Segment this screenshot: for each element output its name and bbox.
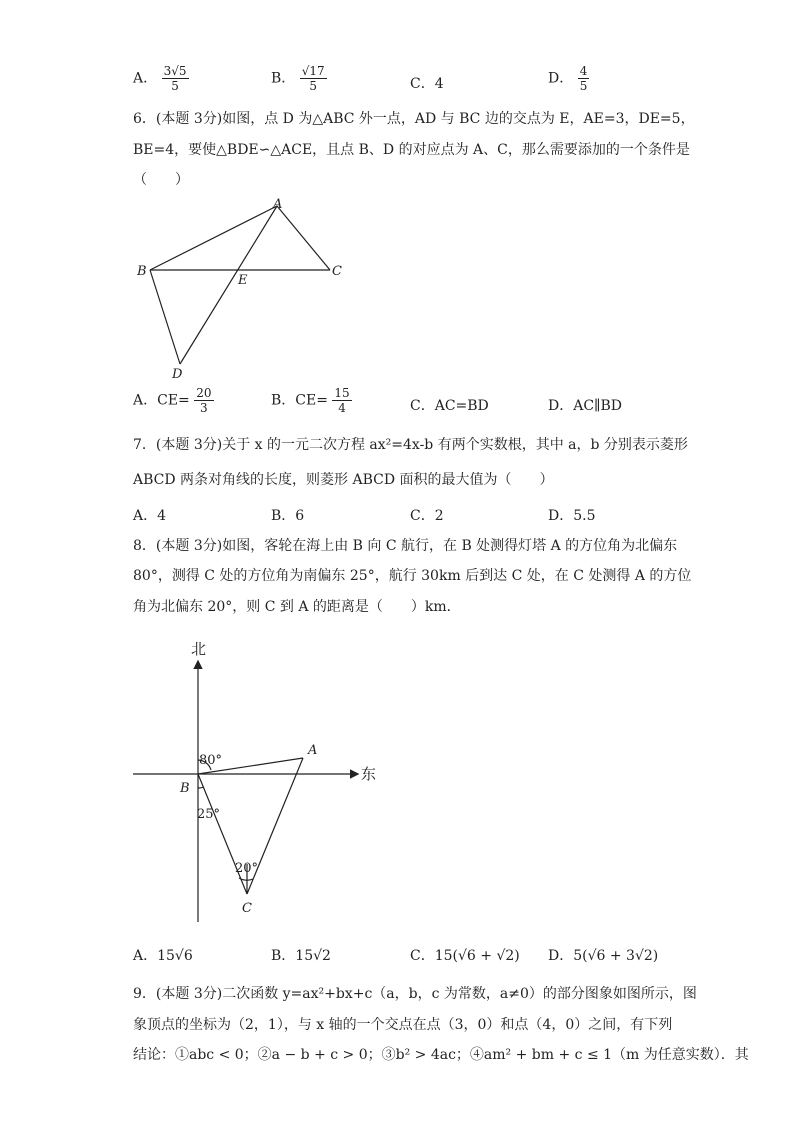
point-d-label: D (172, 367, 183, 382)
q6-option-b-label: B．CE= (271, 392, 328, 409)
q8-option-b: B．15√2 (271, 948, 331, 964)
q9-line-3: 结论：①abc < 0；②a − b + c > 0；③b² > 4ac；④am² + bm + c ≤ 1（m 为任意实数）．其 (133, 1047, 749, 1063)
q6-option-b-numerator: 15 (334, 386, 350, 400)
north-label: 北 (191, 640, 207, 658)
q8-bearing-figure (125, 632, 395, 932)
q5-option-d-denominator: 5 (579, 79, 588, 93)
point-e-label: E (238, 273, 248, 288)
q8-line-3: 角为北偏东 20°，则 C 到 A 的距离是（ ）km． (133, 599, 461, 615)
q5-option-a (133, 64, 189, 93)
point-c-label: C (242, 901, 252, 916)
q5-option-d (548, 64, 589, 93)
q7-option-a: A．4 (133, 508, 167, 524)
q5-option-b-numerator: √17 (301, 64, 325, 78)
point-a-label: A (273, 197, 283, 212)
q7-option-c: C．2 (410, 508, 444, 524)
q7-line-2: ABCD 两条对角线的长度，则菱形 ABCD 面积的最大值为（ ） (133, 472, 554, 488)
q9-line-2: 象顶点的坐标为（2，1），与 x 轴的一个交点在点（3，0）和点（4，0）之间，有下列 (133, 1017, 673, 1033)
q8-line-2: 80°，测得 C 处的方位角为南偏东 25°，航行 30km 后到达 C 处，在 C 处测得 A 的方位 (133, 568, 692, 584)
q6-option-b-fraction (332, 386, 351, 415)
angle-25-label: 25° (197, 807, 221, 822)
q5-option-d-numerator: 4 (579, 64, 588, 78)
q6-option-d: D．AC∥BD (548, 398, 623, 414)
q8-option-d: D．5(√6 + 3√2) (548, 948, 659, 964)
q5-option-a-numerator: 3√5 (163, 64, 187, 78)
q6-line-3: （ ） (133, 172, 189, 188)
q6-option-a-label: A．CE= (133, 392, 190, 409)
angle-20-label: 20° (235, 861, 259, 876)
q5-option-a-denominator: 5 (171, 79, 179, 93)
q8-line-1: 8．(本题 3分)如图，客轮在海上由 B 向 C 航行，在 B 处测得灯塔 A 的方位角为北偏东 (133, 538, 678, 554)
q8-option-c: C．15(√6 + √2) (410, 948, 520, 964)
q6-option-a-numerator: 20 (196, 386, 212, 400)
q5-option-d-label: D． (548, 70, 574, 87)
q7-option-d: D．5.5 (548, 508, 596, 524)
q6-line-1: 6．(本题 3分)如图，点 D 为△ABC 外一点，AD 与 BC 边的交点为 E，AE=3，DE=5， (133, 111, 695, 127)
segment-bd (150, 270, 180, 364)
point-b-label: B (137, 264, 147, 279)
q5-option-d-fraction (578, 64, 590, 93)
segment-bc (198, 774, 247, 894)
point-b-label: B (180, 781, 190, 796)
q6-option-b (271, 386, 352, 415)
q5-option-b-denominator: 5 (309, 79, 318, 93)
q6-option-a (133, 386, 214, 415)
q5-option-a-label: A． (133, 70, 158, 87)
q8-option-a: A．15√6 (133, 948, 193, 964)
angle-80-label: 80° (199, 753, 223, 768)
segment-ad (180, 206, 277, 364)
q6-option-c: C．AC=BD (410, 398, 489, 414)
point-a-label: A (308, 743, 318, 758)
q9-line-1: 9．(本题 3分)二次函数 y=ax²+bx+c（a，b，c 为常数，a≠0）的部分图象如图所示，图 (133, 986, 697, 1002)
q6-option-a-fraction (194, 386, 213, 415)
q5-option-b-fraction (300, 64, 327, 93)
q5-option-a-fraction (162, 64, 189, 93)
q6-line-2: BE=4，要使△BDE∽△ACE，且点 B、D 的对应点为 A、C，那么需要添加的一个条件是 (133, 142, 690, 158)
angle-25-arc (198, 787, 204, 788)
q6-triangle-figure (130, 196, 360, 386)
q6-option-b-denominator: 4 (338, 401, 346, 415)
q7-option-b: B．6 (271, 508, 305, 524)
east-label: 东 (361, 765, 377, 783)
q6-option-a-denominator: 3 (200, 401, 208, 415)
q5-option-c: C．4 (410, 76, 444, 92)
q5-option-b (271, 64, 327, 93)
q5-option-b-label: B． (271, 70, 296, 87)
point-c-label: C (332, 264, 342, 279)
segment-ac (277, 206, 330, 270)
q7-line-1: 7．(本题 3分)关于 x 的一元二次方程 ax²=4x-b 有两个实数根，其中 a，b 分别表示菱形 (133, 437, 688, 453)
